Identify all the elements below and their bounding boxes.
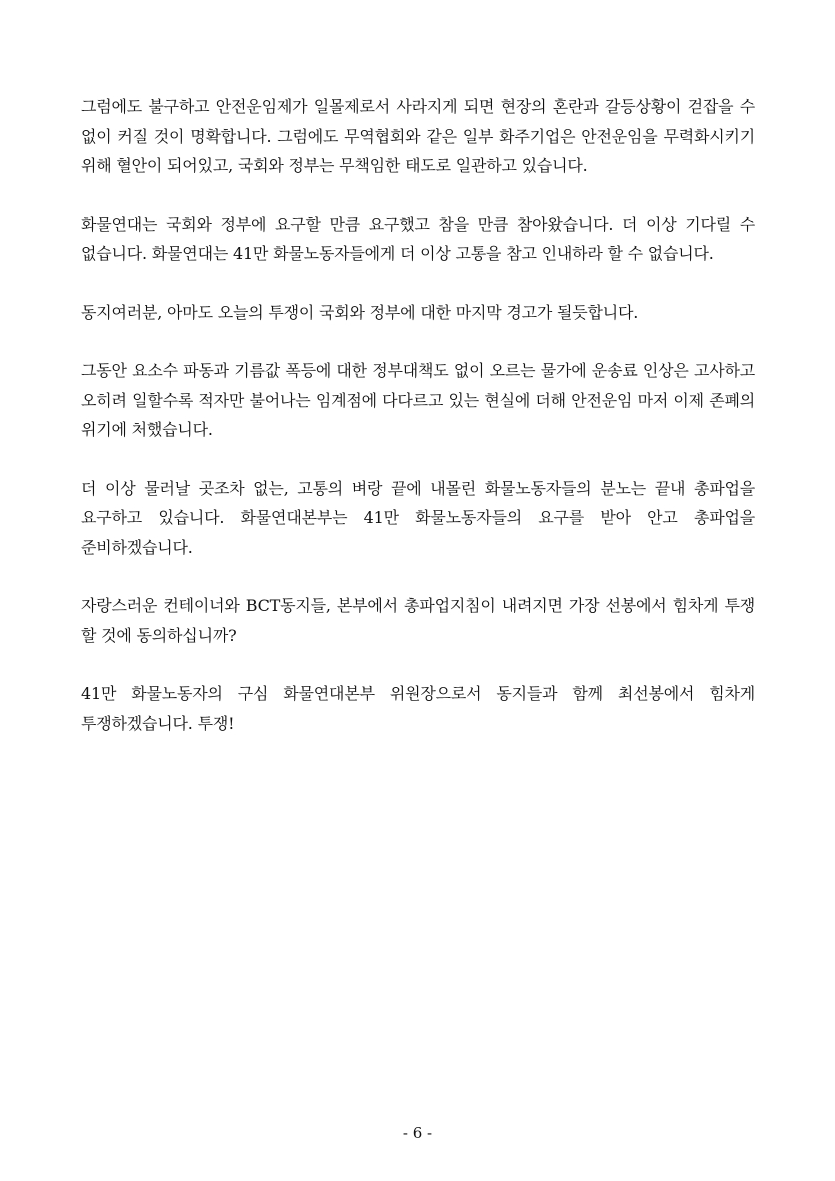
paragraph-7: 41만 화물노동자의 구심 화물연대본부 위원장으로서 동지들과 함께 최선봉에서 힘차게 투쟁하겠습니다. 투쟁! xyxy=(81,684,755,733)
paragraph-5: 더 이상 물러날 곳조차 없는, 고통의 벼랑 끝에 내몰린 화물노동자들의 분노는 끝내 총파업을 요구하고 있습니다. 화물연대본부는 41만 화물노동자들의 요구를 받아 안고 총파업을 준비하겠습니다. xyxy=(81,478,755,557)
paragraph-3: 동지여러분, 아마도 오늘의 투쟁이 국회와 정부에 대한 마지막 경고가 될듯합니다. xyxy=(81,302,639,322)
paragraph-6: 자랑스러운 컨테이너와 BCT동지들, 본부에서 총파업지침이 내려지면 가장 선봉에서 힘차게 투쟁 할 것에 동의하십니까? xyxy=(81,596,755,645)
page-number: - 6 - xyxy=(402,1124,433,1142)
document-body xyxy=(81,92,755,767)
paragraph-4: 그동안 요소수 파동과 기름값 폭등에 대한 정부대책도 없이 오르는 물가에 운송료 인상은 고사하고 오히려 일할수록 적자만 불어나는 임계점에 다다르고 있는 현실에 더해 안전운임 마저 이제 존폐의 위기에 처했습니다. xyxy=(81,361,755,439)
paragraph-2: 화물연대는 국회와 정부에 요구할 만큼 요구했고 참을 만큼 참아왔습니다. 더 이상 기다릴 수 없습니다. 화물연대는 41만 화물노동자들에게 더 이상 고통을 참고 인내하라 할 수 없습니다. xyxy=(81,214,755,263)
paragraph-1: 그럼에도 불구하고 안전운임제가 일몰제로서 사라지게 되면 현장의 혼란과 갈등상황이 걷잡을 수 없이 커질 것이 명확합니다. 그럼에도 무역협회와 같은 일부 화주기업은 안전운임을 무력화시키기 위해 혈안이 되어있고, 국회와 정부는 무책임한 태도로 일관하고 있습니다. xyxy=(81,97,755,175)
